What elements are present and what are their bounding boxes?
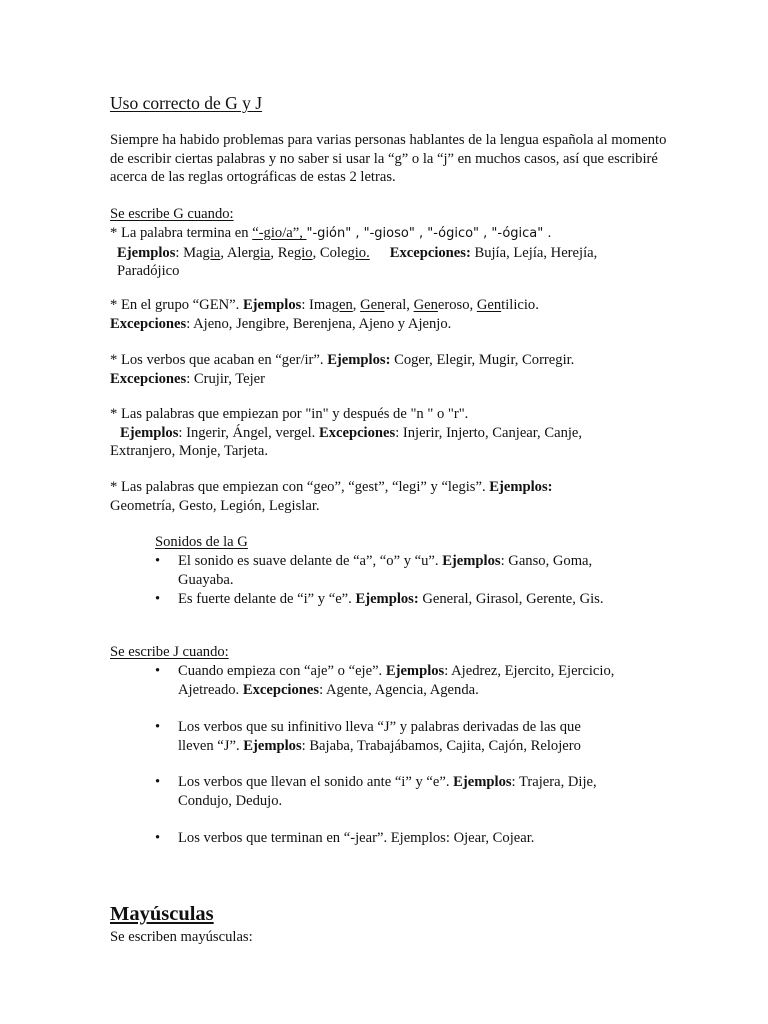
rule-1-line-3: Paradójico	[117, 263, 180, 280]
list-item: • Es fuerte delante de “i” y “e”. Ejemplos: General, Girasol, Gerente, Gis.	[155, 591, 604, 607]
rule-4	[110, 405, 670, 461]
rule-3-line-1: * Los verbos que acaban en “ger/ir”. Ejemplos: Coger, Elegir, Mugir, Corregir.	[110, 352, 575, 368]
bullet-icon: •	[155, 830, 161, 846]
mayusculas-heading: Mayúsculas	[110, 903, 214, 925]
rule-4-line-3: Extranjero, Monje, Tarjeta.	[110, 443, 268, 460]
bullet-icon: •	[155, 591, 161, 607]
rule-5	[110, 478, 670, 515]
bullet-icon: •	[155, 774, 161, 790]
rule-4-line-1: * Las palabras que empiezan por "in" y después de "n " o "r".	[110, 406, 469, 422]
rule-2	[110, 296, 670, 333]
bullet-icon: •	[155, 553, 161, 569]
rule-4-line-2: Ejemplos: Ingerir, Ángel, vergel. Excepciones: Injerir, Injerto, Canjear, Canje,	[120, 424, 583, 441]
rule-1-line-2: Ejemplos: Magia, Alergia, Regio, Colegio. Excepciones: Bujía, Lejía, Herejía,	[117, 244, 598, 261]
list-item: • Los verbos que terminan en “-jear”. Ejemplos: Ojear, Cojear.	[155, 830, 535, 846]
sonidos-heading: Sonidos de la G	[155, 534, 248, 550]
mayusculas-subheading: Se escriben mayúsculas:	[110, 929, 253, 945]
page-title: Uso correcto de G y J	[110, 93, 263, 113]
bullet-icon: •	[155, 663, 161, 679]
intro-paragraph: Siempre ha habido problemas para varias personas hablantes de la lengua española al momento de escribir ciertas palabras y no saber si usar la “g” o la “j” en muchos casos, así que escribiré acerca de las reglas ortográficas de estas 2 letras.	[110, 132, 667, 186]
rule-5-line-1: * Las palabras que empiezan con “geo”, “gest”, “legi” y “legis”. Ejemplos:	[110, 479, 553, 495]
rule-5-line-2: Geometría, Gesto, Legión, Legislar.	[110, 497, 320, 514]
list-item: • El sonido es suave delante de “a”, “o” y “u”. Ejemplos: Ganso, Goma, Guayaba.	[155, 553, 593, 588]
rule-2-line-2: Excepciones: Ajeno, Jengibre, Berenjena, Ajeno y Ajenjo.	[110, 315, 452, 332]
rule-1-line-1: * La palabra termina en “-gio/a”, "-gión" , "-gioso" , "-ógico" , "-ógica" .	[110, 225, 552, 241]
list-item: • Los verbos que llevan el sonido ante “i” y “e”. Ejemplos: Trajera, Dije, Condujo, Dedujo.	[155, 774, 597, 809]
j-section-heading: Se escribe J cuando:	[110, 644, 229, 660]
g-section-heading: Se escribe G cuando:	[110, 206, 234, 222]
rule-3-line-2: Excepciones: Crujir, Tejer	[110, 370, 265, 387]
list-item: • Cuando empieza con “aje” o “eje”. Ejemplos: Ajedrez, Ejercito, Ejercicio, Ajetreado. Excepciones: Agente, Agencia, Agenda.	[155, 663, 615, 698]
list-item: • Los verbos que su infinitivo lleva “J” y palabras derivadas de las que lleven “J”. Ejemplos: Bajaba, Trabajábamos, Cajita, Cajón, Relojero	[155, 719, 581, 754]
bullet-icon: •	[155, 719, 161, 735]
rule-1	[110, 224, 670, 281]
rule-2-line-1: * En el grupo “GEN”. Ejemplos: Imagen, General, Generoso, Gentilicio.	[110, 297, 539, 313]
rule-3	[110, 351, 670, 388]
